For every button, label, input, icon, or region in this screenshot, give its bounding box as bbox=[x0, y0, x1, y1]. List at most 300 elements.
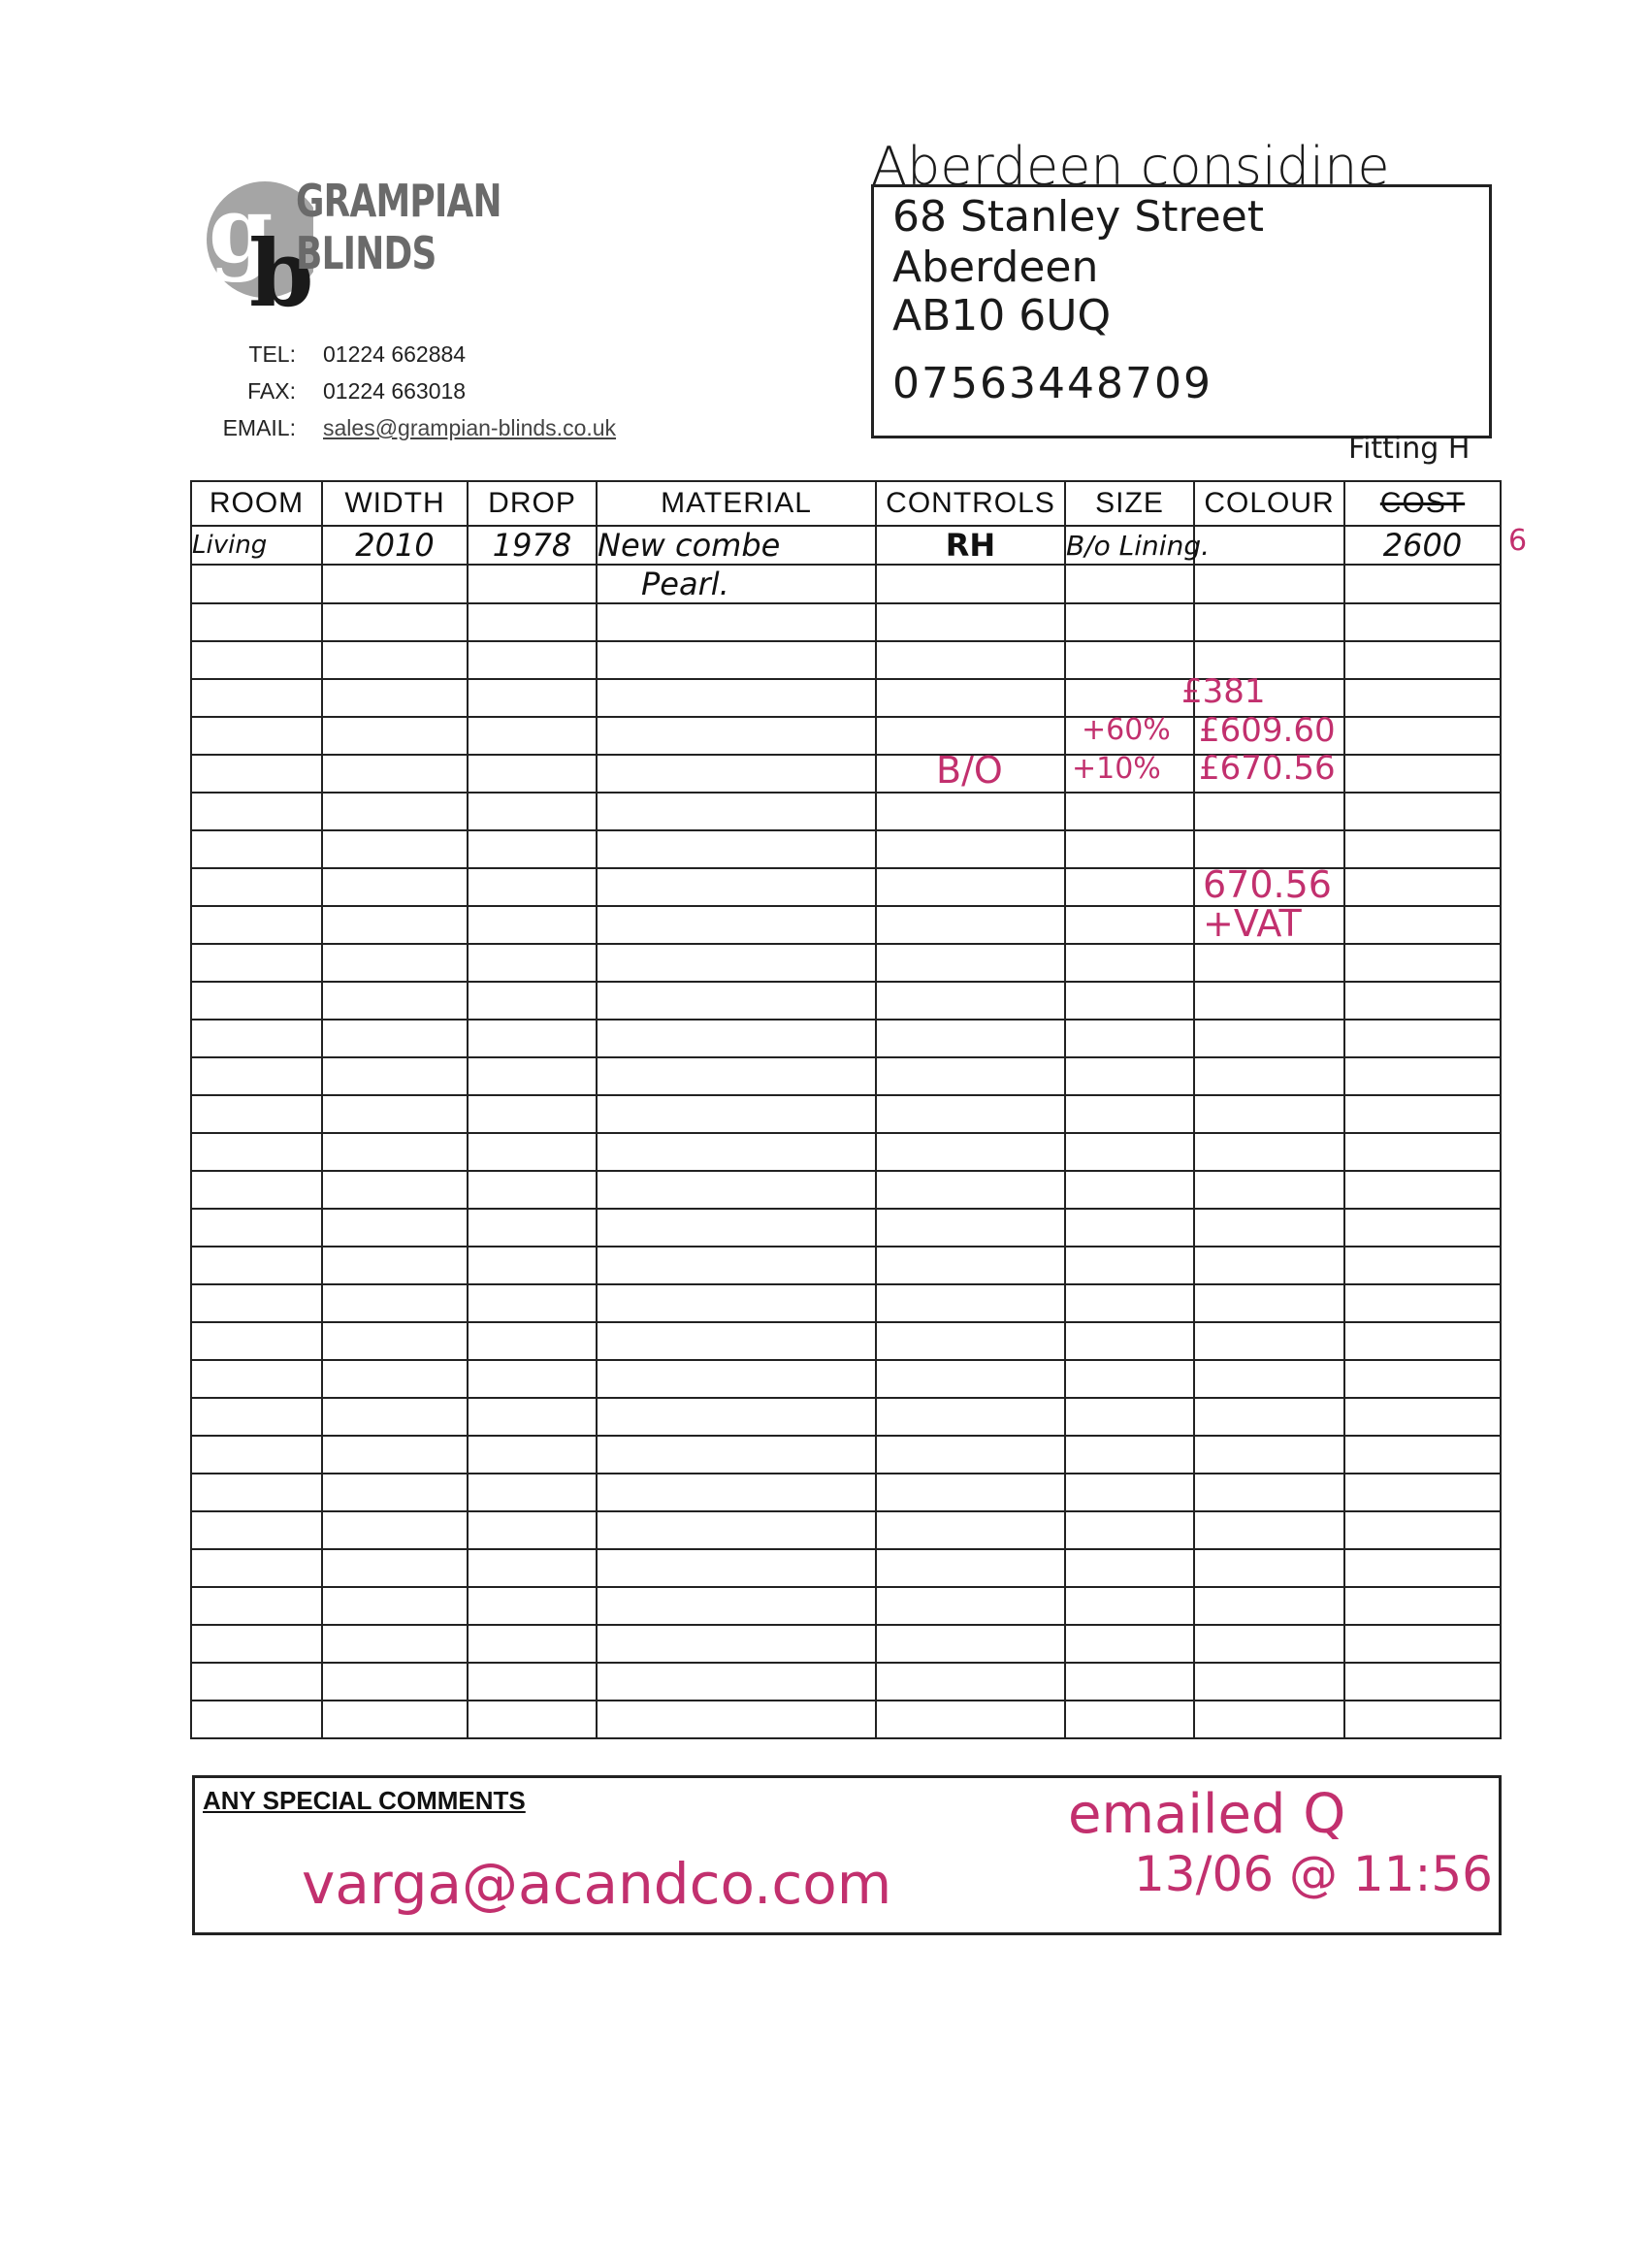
table-cell bbox=[1065, 1322, 1194, 1360]
cell-material: New combe bbox=[597, 526, 876, 565]
table-cell bbox=[468, 1171, 597, 1209]
table-cell bbox=[468, 1474, 597, 1511]
special-comments-box bbox=[192, 1775, 1502, 1935]
table-cell bbox=[1344, 1322, 1501, 1360]
table-cell bbox=[876, 1587, 1065, 1625]
header-size: SIZE bbox=[1065, 481, 1194, 526]
table-cell bbox=[191, 1057, 322, 1095]
table-cell bbox=[1065, 982, 1194, 1020]
calc-markup1-value: £609.60 bbox=[1199, 711, 1336, 750]
company-name-line2: BLINDS bbox=[296, 227, 436, 279]
table-cell bbox=[468, 830, 597, 868]
table-cell bbox=[876, 1360, 1065, 1398]
table-row bbox=[191, 1436, 1501, 1474]
table-cell bbox=[468, 1209, 597, 1247]
table-cell bbox=[191, 944, 322, 982]
table-cell bbox=[1344, 1171, 1501, 1209]
table-row bbox=[191, 1247, 1501, 1284]
table-cell bbox=[597, 1284, 876, 1322]
table-cell bbox=[468, 1398, 597, 1436]
table-cell bbox=[1194, 1247, 1344, 1284]
table-cell bbox=[322, 1057, 468, 1095]
table-cell bbox=[1065, 603, 1194, 641]
table-row bbox=[191, 1284, 1501, 1322]
table-cell bbox=[597, 1436, 876, 1474]
table-row bbox=[191, 603, 1501, 641]
table-cell bbox=[597, 1587, 876, 1625]
cell-drop: 1978 bbox=[468, 526, 597, 565]
table-cell bbox=[1344, 1474, 1501, 1511]
table-cell bbox=[876, 1701, 1065, 1738]
table-cell bbox=[1065, 1247, 1194, 1284]
table-cell bbox=[1065, 1020, 1194, 1057]
table-row bbox=[191, 641, 1501, 679]
table-cell bbox=[876, 982, 1065, 1020]
table-cell bbox=[1344, 1587, 1501, 1625]
table-cell bbox=[322, 1511, 468, 1549]
table-cell bbox=[468, 1095, 597, 1133]
table-row bbox=[191, 1587, 1501, 1625]
table-cell bbox=[191, 679, 322, 717]
table-cell bbox=[191, 1133, 322, 1171]
table-cell bbox=[1065, 944, 1194, 982]
table-cell bbox=[876, 1209, 1065, 1247]
table-cell bbox=[1194, 1360, 1344, 1398]
table-cell bbox=[876, 1247, 1065, 1284]
table-cell bbox=[468, 793, 597, 830]
table-cell bbox=[468, 1587, 597, 1625]
table-cell bbox=[468, 1322, 597, 1360]
table-cell bbox=[1065, 1398, 1194, 1436]
table-cell bbox=[1344, 641, 1501, 679]
table-cell bbox=[191, 1360, 322, 1398]
table-cell bbox=[1194, 1057, 1344, 1095]
table-cell bbox=[1065, 1587, 1194, 1625]
table-cell bbox=[1194, 793, 1344, 830]
table-cell bbox=[191, 1625, 322, 1663]
cell-room: Living bbox=[191, 526, 322, 565]
table-cell bbox=[191, 1095, 322, 1133]
table-cell bbox=[322, 1209, 468, 1247]
table-row bbox=[191, 565, 1501, 603]
table-cell bbox=[1344, 1095, 1501, 1133]
table-cell bbox=[1344, 1625, 1501, 1663]
cell-controls: RH bbox=[876, 526, 1065, 565]
table-cell bbox=[191, 793, 322, 830]
table-cell bbox=[322, 1436, 468, 1474]
table-cell bbox=[597, 944, 876, 982]
table-row bbox=[191, 1095, 1501, 1133]
calc-vat: +VAT bbox=[1203, 902, 1302, 945]
table-cell bbox=[876, 1663, 1065, 1701]
table-cell bbox=[597, 982, 876, 1020]
table-cell bbox=[876, 1284, 1065, 1322]
calc-markup2-pct: +10% bbox=[1072, 752, 1161, 786]
table-row bbox=[191, 1474, 1501, 1511]
table-cell bbox=[322, 868, 468, 906]
table-cell bbox=[1344, 1549, 1501, 1587]
table-cell bbox=[191, 755, 322, 793]
svg-text:b: b bbox=[249, 220, 313, 315]
table-row bbox=[191, 1020, 1501, 1057]
table-cell bbox=[191, 1284, 322, 1322]
table-cell bbox=[1194, 1549, 1344, 1587]
table-cell bbox=[1065, 1625, 1194, 1663]
table-cell bbox=[1065, 1209, 1194, 1247]
table-row bbox=[191, 1171, 1501, 1209]
table-cell bbox=[468, 1020, 597, 1057]
order-table bbox=[190, 480, 1502, 1739]
table-cell bbox=[1344, 1511, 1501, 1549]
table-cell bbox=[322, 1095, 468, 1133]
svg-text:g: g bbox=[209, 177, 274, 284]
calc-markup1-pct: +60% bbox=[1082, 713, 1171, 747]
table-cell bbox=[1194, 1701, 1344, 1738]
table-cell bbox=[468, 868, 597, 906]
table-cell bbox=[597, 1398, 876, 1436]
table-cell bbox=[1194, 1095, 1344, 1133]
table-cell bbox=[468, 1436, 597, 1474]
table-cell bbox=[468, 1511, 597, 1549]
table-cell bbox=[1065, 1436, 1194, 1474]
table-cell bbox=[191, 1587, 322, 1625]
table-cell bbox=[876, 1549, 1065, 1587]
table-cell bbox=[1065, 793, 1194, 830]
table-cell bbox=[1344, 1398, 1501, 1436]
table-cell bbox=[597, 868, 876, 906]
table-cell bbox=[1344, 1284, 1501, 1322]
table-cell bbox=[1194, 1171, 1344, 1209]
table-cell bbox=[1344, 1247, 1501, 1284]
table-cell bbox=[468, 1663, 597, 1701]
calc-bo-label: B/O bbox=[936, 749, 1003, 792]
table-cell bbox=[876, 868, 1065, 906]
customer-postcode: AB10 6UQ bbox=[892, 291, 1112, 340]
table-cell bbox=[191, 1247, 322, 1284]
table-cell bbox=[597, 1511, 876, 1549]
table-cell bbox=[876, 1511, 1065, 1549]
fitting-note: Fitting H bbox=[1348, 432, 1471, 466]
customer-name: Aberdeen considine bbox=[871, 136, 1390, 197]
header-room: ROOM bbox=[191, 481, 322, 526]
table-row bbox=[191, 1549, 1501, 1587]
table-cell bbox=[1194, 982, 1344, 1020]
email-label: EMAIL: bbox=[222, 415, 296, 440]
table-cell bbox=[876, 1398, 1065, 1436]
header-drop: DROP bbox=[468, 481, 597, 526]
table-cell bbox=[1344, 1360, 1501, 1398]
table-cell bbox=[597, 679, 876, 717]
cell-cost: 2600 bbox=[1344, 526, 1501, 565]
table-row bbox=[191, 1133, 1501, 1171]
table-cell bbox=[597, 1247, 876, 1284]
header-colour: COLOUR bbox=[1194, 481, 1344, 526]
table-row bbox=[191, 1057, 1501, 1095]
table-cell bbox=[1065, 1057, 1194, 1095]
table-cell bbox=[1065, 906, 1194, 944]
table-cell bbox=[1344, 944, 1501, 982]
table-cell bbox=[322, 982, 468, 1020]
table-cell bbox=[876, 1020, 1065, 1057]
table-cell bbox=[1344, 1209, 1501, 1247]
table-cell bbox=[1065, 1701, 1194, 1738]
table-cell bbox=[597, 793, 876, 830]
email-link[interactable]: sales@grampian-blinds.co.uk bbox=[323, 415, 617, 440]
customer-street: 68 Stanley Street bbox=[892, 192, 1265, 242]
table-cell bbox=[191, 1701, 322, 1738]
table-cell bbox=[876, 1322, 1065, 1360]
table-cell bbox=[191, 906, 322, 944]
cell-material-line2: Pearl. bbox=[597, 565, 876, 603]
table-cell bbox=[1194, 1020, 1344, 1057]
table-cell bbox=[322, 1701, 468, 1738]
table-cell bbox=[322, 944, 468, 982]
table-cell bbox=[191, 641, 322, 679]
table-cell bbox=[468, 1549, 597, 1587]
table-cell bbox=[597, 830, 876, 868]
table-cell bbox=[597, 641, 876, 679]
table-cell bbox=[876, 906, 1065, 944]
table-cell bbox=[1065, 1360, 1194, 1398]
table-row bbox=[191, 1209, 1501, 1247]
table-cell bbox=[191, 603, 322, 641]
table-cell bbox=[1194, 1284, 1344, 1322]
table-cell bbox=[468, 679, 597, 717]
table-cell bbox=[322, 1322, 468, 1360]
table-cell bbox=[1065, 1284, 1194, 1322]
table-cell bbox=[1065, 1549, 1194, 1587]
table-cell bbox=[876, 679, 1065, 717]
table-cell bbox=[322, 793, 468, 830]
table-cell bbox=[597, 906, 876, 944]
table-cell bbox=[597, 1360, 876, 1398]
table-cell bbox=[876, 603, 1065, 641]
table-cell bbox=[876, 830, 1065, 868]
table-cell bbox=[322, 1247, 468, 1284]
table-cell bbox=[1065, 641, 1194, 679]
table-cell bbox=[1065, 830, 1194, 868]
table-cell bbox=[322, 1474, 468, 1511]
table-cell bbox=[1065, 1171, 1194, 1209]
table-row bbox=[191, 526, 1501, 565]
table-cell bbox=[191, 1020, 322, 1057]
special-comments-title: ANY SPECIAL COMMENTS bbox=[203, 1786, 526, 1815]
table-row bbox=[191, 906, 1501, 944]
table-header-row bbox=[191, 481, 1501, 526]
table-cell bbox=[468, 906, 597, 944]
table-cell bbox=[597, 1209, 876, 1247]
table-cell bbox=[468, 1133, 597, 1171]
table-cell bbox=[191, 1171, 322, 1209]
table-cell bbox=[322, 1663, 468, 1701]
table-cell bbox=[1194, 944, 1344, 982]
table-cell bbox=[322, 1549, 468, 1587]
table-cell bbox=[322, 1133, 468, 1171]
table-cell bbox=[1065, 1511, 1194, 1549]
table-cell bbox=[322, 717, 468, 755]
table-cell bbox=[468, 603, 597, 641]
table-cell bbox=[468, 641, 597, 679]
fax-value: 01224 663018 bbox=[323, 378, 467, 404]
comment-email-note: varga@acandco.com bbox=[302, 1851, 892, 1917]
customer-phone: 07563448709 bbox=[892, 359, 1212, 408]
table-cell bbox=[468, 717, 597, 755]
table-cell bbox=[191, 868, 322, 906]
table-cell bbox=[1344, 1701, 1501, 1738]
table-cell bbox=[1194, 1587, 1344, 1625]
table-row bbox=[191, 944, 1501, 982]
table-cell bbox=[876, 944, 1065, 982]
table-cell bbox=[322, 755, 468, 793]
table-cell bbox=[191, 1663, 322, 1701]
table-cell bbox=[1065, 1095, 1194, 1133]
table-row bbox=[191, 1663, 1501, 1701]
table-cell bbox=[191, 1549, 322, 1587]
table-cell bbox=[1344, 1133, 1501, 1171]
table-cell bbox=[1194, 1209, 1344, 1247]
company-name bbox=[296, 175, 501, 279]
company-name-line1: GRAMPIAN bbox=[296, 175, 501, 227]
table-cell bbox=[322, 603, 468, 641]
table-cell bbox=[597, 1020, 876, 1057]
table-cell bbox=[1344, 603, 1501, 641]
table-row bbox=[191, 1511, 1501, 1549]
tel-label: TEL: bbox=[248, 341, 296, 367]
table-cell bbox=[876, 1436, 1065, 1474]
header-width: WIDTH bbox=[322, 481, 468, 526]
table-cell bbox=[597, 1133, 876, 1171]
header-cost: COST bbox=[1344, 481, 1501, 526]
table-cell bbox=[597, 1095, 876, 1133]
cell-colour bbox=[1194, 526, 1344, 565]
table-cell bbox=[322, 906, 468, 944]
table-cell bbox=[1344, 717, 1501, 755]
fax-label: FAX: bbox=[247, 378, 296, 404]
table-cell bbox=[876, 1171, 1065, 1209]
table-cell bbox=[468, 1284, 597, 1322]
table-cell bbox=[191, 1511, 322, 1549]
table-cell bbox=[597, 1171, 876, 1209]
table-cell bbox=[1344, 1057, 1501, 1095]
table-cell bbox=[876, 1095, 1065, 1133]
table-row bbox=[191, 1360, 1501, 1398]
table-cell bbox=[322, 1171, 468, 1209]
table-cell bbox=[191, 717, 322, 755]
table-cell bbox=[597, 1625, 876, 1663]
table-cell bbox=[322, 679, 468, 717]
table-cell bbox=[191, 1398, 322, 1436]
table-cell bbox=[1344, 793, 1501, 830]
table-cell bbox=[1344, 679, 1501, 717]
table-cell bbox=[597, 603, 876, 641]
table-cell bbox=[1344, 906, 1501, 944]
table-cell bbox=[1194, 1511, 1344, 1549]
table-cell bbox=[597, 717, 876, 755]
table-cell bbox=[322, 1360, 468, 1398]
table-cell bbox=[468, 944, 597, 982]
calc-total: 670.56 bbox=[1203, 863, 1332, 906]
table-cell bbox=[1344, 868, 1501, 906]
table-cell bbox=[1065, 679, 1194, 717]
customer-city: Aberdeen bbox=[892, 243, 1099, 292]
table-cell bbox=[1344, 1663, 1501, 1701]
table-cell bbox=[1065, 1663, 1194, 1701]
table-cell bbox=[191, 982, 322, 1020]
table-cell bbox=[597, 1549, 876, 1587]
table-cell bbox=[1194, 603, 1344, 641]
table-cell bbox=[597, 1057, 876, 1095]
table-cell bbox=[322, 830, 468, 868]
table-cell bbox=[468, 755, 597, 793]
table-cell bbox=[1065, 1474, 1194, 1511]
table-cell bbox=[322, 1587, 468, 1625]
table-cell bbox=[1344, 755, 1501, 793]
table-row bbox=[191, 1701, 1501, 1738]
table-cell bbox=[597, 755, 876, 793]
table-cell bbox=[322, 641, 468, 679]
table-cell bbox=[1065, 868, 1194, 906]
table-cell bbox=[468, 1625, 597, 1663]
table-cell bbox=[191, 1322, 322, 1360]
table-cell bbox=[1194, 1436, 1344, 1474]
table-row bbox=[191, 1322, 1501, 1360]
cell-width: 2010 bbox=[322, 526, 468, 565]
table-cell bbox=[1344, 1436, 1501, 1474]
comment-emailed-line2: 13/06 @ 11:56 bbox=[1134, 1846, 1493, 1902]
table-cell bbox=[876, 1625, 1065, 1663]
calc-markup2-value: £670.56 bbox=[1199, 749, 1336, 788]
table-row bbox=[191, 1398, 1501, 1436]
table-cell bbox=[191, 1209, 322, 1247]
comment-emailed-line1: emailed Q bbox=[1068, 1783, 1346, 1846]
table-cell bbox=[1194, 1474, 1344, 1511]
table-cell bbox=[1194, 1625, 1344, 1663]
table-row bbox=[191, 793, 1501, 830]
table-cell bbox=[1194, 1398, 1344, 1436]
table-cell bbox=[1194, 1663, 1344, 1701]
table-cell bbox=[322, 1398, 468, 1436]
table-cell bbox=[1344, 982, 1501, 1020]
table-row bbox=[191, 982, 1501, 1020]
table-cell bbox=[322, 1625, 468, 1663]
table-cell bbox=[597, 1474, 876, 1511]
table-cell bbox=[468, 1360, 597, 1398]
table-cell bbox=[468, 982, 597, 1020]
table-cell bbox=[597, 1701, 876, 1738]
table-cell bbox=[1194, 1322, 1344, 1360]
table-cell bbox=[876, 1057, 1065, 1095]
header-material: MATERIAL bbox=[597, 481, 876, 526]
table-cell bbox=[1344, 1020, 1501, 1057]
table-cell bbox=[468, 1057, 597, 1095]
table-cell bbox=[597, 1663, 876, 1701]
tel-value: 01224 662884 bbox=[323, 341, 467, 367]
table-cell bbox=[322, 1020, 468, 1057]
table-cell bbox=[1344, 830, 1501, 868]
table-cell bbox=[876, 1474, 1065, 1511]
table-cell bbox=[876, 641, 1065, 679]
calc-base: £381 bbox=[1181, 672, 1266, 711]
table-cell bbox=[1065, 1133, 1194, 1171]
table-cell bbox=[191, 1436, 322, 1474]
table-cell bbox=[468, 1701, 597, 1738]
table-cell bbox=[1194, 1133, 1344, 1171]
header-controls: CONTROLS bbox=[876, 481, 1065, 526]
table-cell bbox=[322, 1284, 468, 1322]
margin-mark: 6 bbox=[1508, 524, 1528, 558]
table-row bbox=[191, 1625, 1501, 1663]
table-cell bbox=[876, 1133, 1065, 1171]
